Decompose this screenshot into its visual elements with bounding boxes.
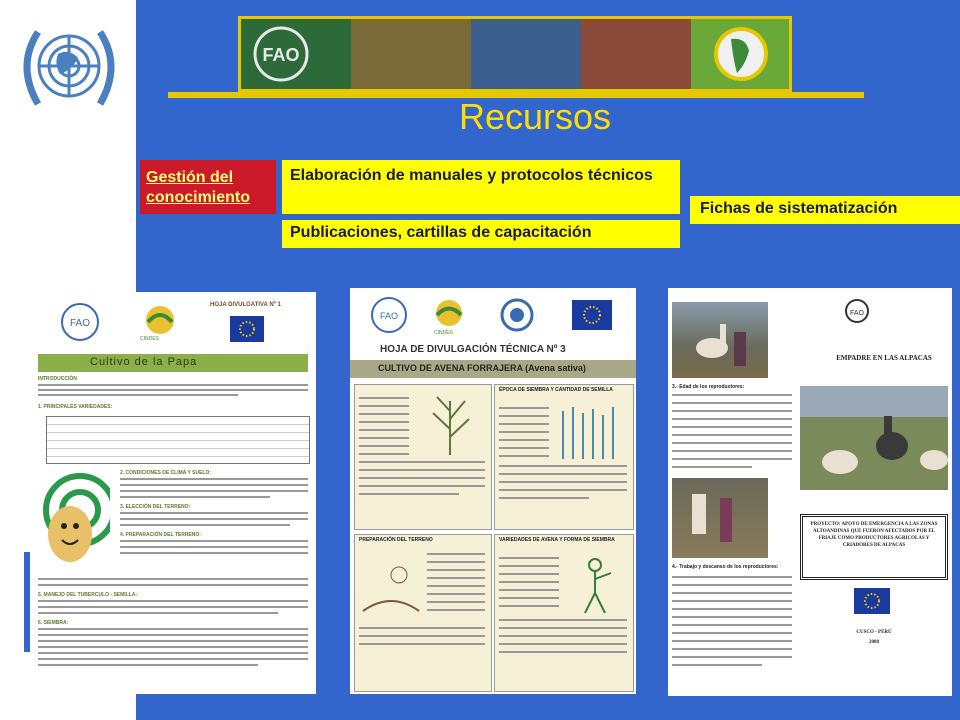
potato-illustration (40, 470, 110, 574)
potato-mascot-icon (40, 470, 110, 574)
slide-title: Recursos (458, 96, 612, 137)
text-line (672, 434, 792, 436)
text-line (672, 402, 792, 404)
text-line (38, 634, 308, 636)
svg-text:FAO: FAO (849, 310, 865, 317)
oat-field-icon (557, 401, 629, 461)
doc3-place: CUSCO - PERÚ (856, 630, 892, 635)
doc-cultivo-papa (30, 292, 316, 694)
doc1-section: 5. MANEJO DEL TUBERCULO - SEMILLA: (38, 592, 138, 598)
oat-plant-icon (417, 391, 483, 457)
panel-variedades (494, 534, 634, 692)
doc1-title: Cultivo de la Papa (90, 356, 198, 368)
fao-logo-icon (844, 298, 870, 328)
header-banner (238, 16, 792, 92)
doc-empadre-alpacas (668, 288, 952, 696)
doc3-project-box: PROYECTO: APOYO DE EMERGENCIA A LAS ZONAS ALTOANDINAS QUE FUERON AFECTADOS POR EL FRIAJE COMO PRODUCTORES AGRICOLAS Y CRIADORES DE ALPACAS (800, 514, 948, 580)
cindes-logo-icon (430, 296, 468, 334)
text-line (38, 664, 258, 666)
text-line (672, 648, 792, 650)
text-line (38, 394, 238, 396)
text-line (672, 458, 792, 460)
text-line (120, 540, 308, 542)
svg-text:FAO: FAO (379, 311, 399, 321)
text-line (38, 600, 308, 602)
doc3-year: 2008 (869, 640, 879, 645)
text-line (38, 652, 308, 654)
doc-avena-forrajera (350, 288, 636, 694)
text-line (38, 628, 308, 630)
text-line (672, 418, 792, 420)
text-line (38, 658, 308, 660)
cindes-label: CINDES (140, 336, 159, 342)
doc3-section-2: 4.- Trabajo y descanso de los reproductores: (672, 564, 779, 570)
doc1-section: 3. ELECCIÓN DEL TERRENO: (120, 504, 191, 510)
text-line (38, 389, 308, 391)
doc1-section: 4. PREPARACIÓN DEL TERRENO: (120, 532, 201, 538)
globe-icon (691, 19, 789, 89)
eu-flag-icon (230, 316, 264, 342)
panel-preparacion (354, 534, 492, 692)
panel-heading: ÉPOCA DE SIEMBRA Y CANTIDAD DE SEMILLA (499, 387, 613, 393)
text-line (38, 578, 308, 580)
text-line (672, 584, 792, 586)
banner-photo-collage (241, 19, 789, 89)
banner-photo-people (471, 19, 581, 89)
doc1-header: HOJA DIVULGATIVA Nº 1 (210, 302, 281, 308)
text-line (120, 496, 270, 498)
text-line (672, 576, 792, 578)
text-line (672, 466, 752, 468)
text-line (120, 546, 308, 548)
alpaca-icon (800, 386, 948, 490)
text-line (672, 394, 792, 396)
text-line (672, 640, 792, 642)
gestion-box: Gestión del conocimiento (140, 160, 276, 214)
ceo-logo-icon (500, 298, 534, 332)
text-line (120, 552, 308, 554)
panel-epoca (494, 384, 634, 530)
text-line (672, 608, 792, 610)
doc3-title: EMPADRE EN LAS ALPACAS (836, 354, 932, 362)
panel-heading: VARIEDADES DE AVENA Y FORMA DE SIEMBRA (499, 537, 615, 543)
fao-logo-icon (60, 302, 100, 342)
alpaca-photo-2 (800, 386, 948, 490)
text-line (38, 646, 308, 648)
alpaca-icon (672, 478, 768, 558)
alpaca-photo-1 (672, 302, 768, 378)
text-line (120, 518, 308, 520)
text-line (120, 490, 308, 492)
alpaca-photo-3 (672, 478, 768, 558)
text-line (672, 616, 792, 618)
doc1-section: 1. PRINCIPALES VARIEDADES: (38, 404, 113, 410)
doc3-section-1: 3.- Edad de los reproductores: (672, 384, 745, 390)
text-line (120, 484, 308, 486)
text-line (38, 612, 278, 614)
text-line (672, 442, 792, 444)
text-line (672, 426, 792, 428)
doc1-section: INTRODUCCIÓN (38, 376, 77, 382)
banner-photo-field (351, 19, 471, 89)
text-line (120, 524, 290, 526)
farmer-sowing-icon (565, 553, 629, 617)
text-line (38, 606, 308, 608)
fichas-box: Fichas de sistematización (690, 196, 960, 224)
panel-intro (354, 384, 492, 530)
panel-heading: PREPARACIÓN DEL TERRENO (359, 537, 433, 543)
varieties-table (46, 416, 310, 464)
svg-text:FAO: FAO (262, 45, 300, 65)
doc2-title: CULTIVO DE AVENA FORRAJERA (Avena sativa) (378, 363, 586, 373)
fao-logo-icon (241, 19, 351, 89)
text-line (672, 656, 792, 658)
text-line (672, 410, 792, 412)
text-line (672, 592, 792, 594)
text-line (38, 584, 308, 586)
plowing-illustration-icon (359, 551, 423, 621)
text-line (672, 600, 792, 602)
doc1-section: 2. CONDICIONES DE CLIMA Y SUELO: (120, 470, 212, 476)
text-line (120, 478, 308, 480)
svg-text:FAO: FAO (69, 318, 91, 329)
fao-logo-icon (370, 296, 408, 334)
text-line (120, 512, 308, 514)
publicaciones-box: Publicaciones, cartillas de capacitación (282, 220, 680, 248)
alpaca-icon (672, 302, 768, 378)
doc2-header: HOJA DE DIVULGACIÓN TÉCNICA Nº 3 (380, 344, 566, 355)
eu-flag-icon (854, 588, 890, 614)
text-line (672, 664, 762, 666)
eu-flag-icon (572, 300, 612, 330)
text-line (38, 640, 308, 642)
elaboracion-box: Elaboración de manuales y protocolos técnicos (282, 160, 680, 214)
doc1-section: 6. SIEMBRA: (38, 620, 69, 626)
cindes-label: CINDES (434, 330, 453, 336)
text-line (672, 632, 792, 634)
text-line (672, 450, 792, 452)
text-line (672, 624, 792, 626)
text-line (38, 384, 308, 386)
banner-photo-market (581, 19, 691, 89)
